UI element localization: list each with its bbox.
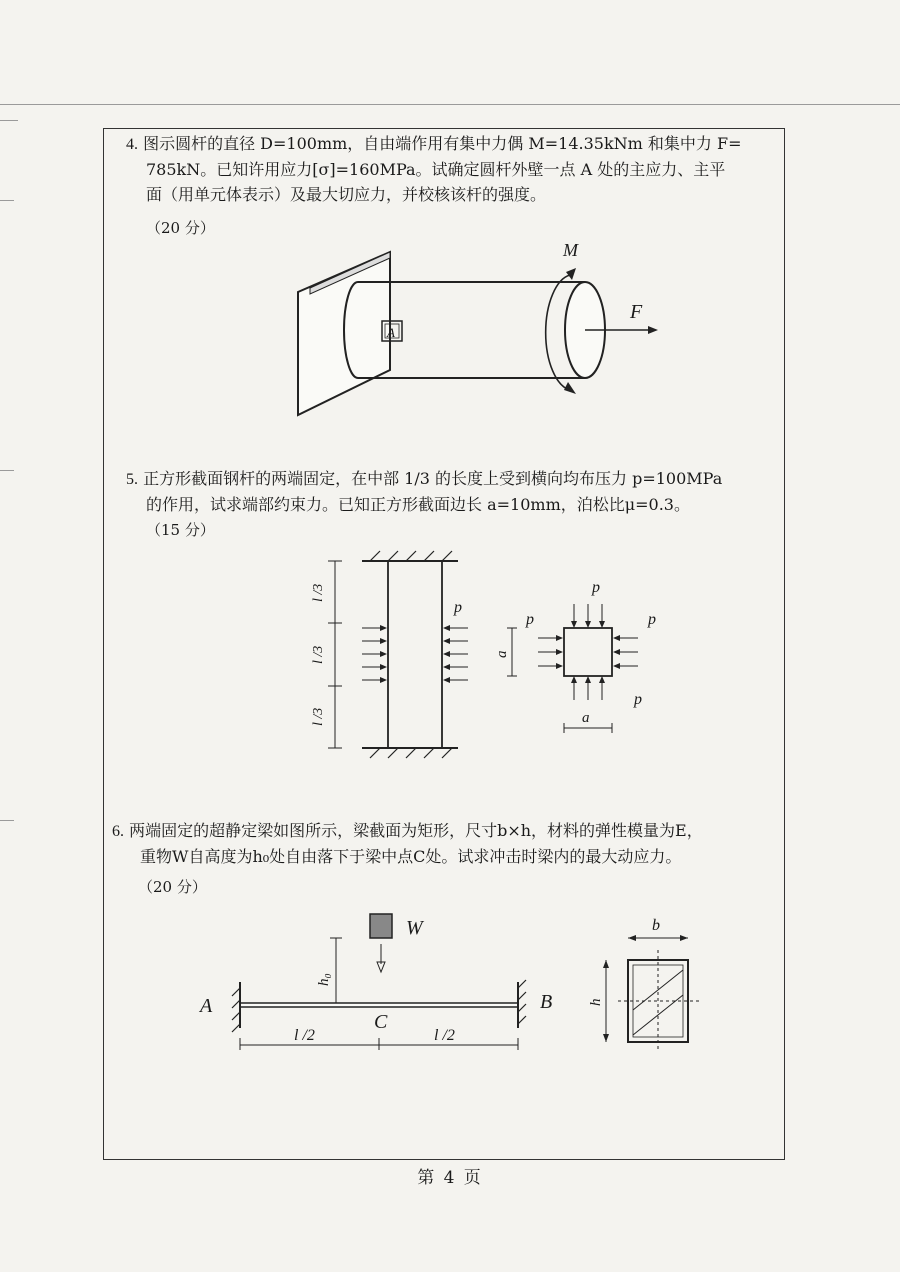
label-p: p <box>634 691 642 708</box>
scan-left-mark <box>0 470 14 471</box>
scan-top-line <box>0 104 900 105</box>
dim-label: l /3 <box>311 645 326 664</box>
figure-shaft-torsion <box>280 230 680 430</box>
label-b: b <box>652 917 660 934</box>
label-p: p <box>526 611 534 628</box>
problem-number: 4. <box>126 136 138 153</box>
label-a: a <box>582 710 590 726</box>
scan-left-mark <box>0 820 14 821</box>
problem-text-line: 785kN。已知许用应力[σ]=160MPa。试确定圆杆外壁一点 A 处的主应力、主平 <box>146 160 726 179</box>
label-A: A <box>387 325 395 340</box>
problem-6 <box>112 818 703 869</box>
figure-square-bar <box>290 540 680 770</box>
label-W: W <box>406 917 423 939</box>
figure-impact-beam <box>190 900 710 1060</box>
label-h: h <box>588 998 604 1006</box>
problem-text-line: 两端固定的超静定梁如图所示，梁截面为矩形，尺寸b×h，材料的弹性模量为E， <box>129 821 703 840</box>
problem-score: （20 分） <box>146 219 215 237</box>
label-h0: h₀ <box>316 973 332 986</box>
problem-5 <box>126 466 722 517</box>
problem-4 <box>126 131 742 207</box>
problem-text-line: 面（用单元体表示）及最大切应力，并校核该杆的强度。 <box>146 185 547 204</box>
problem-score: （15 分） <box>146 521 215 539</box>
dim-label: l /3 <box>311 707 326 726</box>
label-half: l /2 <box>434 1027 455 1044</box>
problem-number: 6. <box>112 823 124 840</box>
label-C: C <box>374 1011 388 1033</box>
label-half: l /2 <box>294 1027 315 1044</box>
problem-score: （20 分） <box>138 878 207 896</box>
label-p: p <box>454 599 462 616</box>
problem-text-line: 图示圆杆的直径 D=100mm，自由端作用有集中力偶 M=14.35kNm 和集中力 F= <box>143 134 742 153</box>
beam <box>240 1003 518 1007</box>
dim-label: l /3 <box>311 583 326 602</box>
problem-text-line: 的作用，试求端部约束力。已知正方形截面边长 a=10mm，泊松比μ=0.3。 <box>146 495 690 514</box>
label-B: B <box>540 991 553 1013</box>
problem-text-line: 重物W自高度为h₀处自由落下于梁中点C处。试求冲击时梁内的最大动应力。 <box>140 847 682 866</box>
scan-left-mark <box>0 200 14 201</box>
weight-W <box>370 914 392 938</box>
label-M: M <box>563 240 578 260</box>
scan-left-mark <box>0 120 18 121</box>
square-section <box>564 628 612 676</box>
problem-text-line: 正方形截面钢杆的两端固定，在中部 1/3 的长度上受到横向均布压力 p=100MPa <box>143 469 723 488</box>
label-p: p <box>592 579 600 596</box>
label-p: p <box>648 611 656 628</box>
steel-bar <box>388 561 442 748</box>
label-F: F <box>630 301 643 323</box>
page-number: 第 4 页 <box>417 1168 483 1188</box>
problem-number: 5. <box>126 471 138 488</box>
label-A: A <box>200 995 213 1017</box>
label-a: a <box>494 650 510 658</box>
